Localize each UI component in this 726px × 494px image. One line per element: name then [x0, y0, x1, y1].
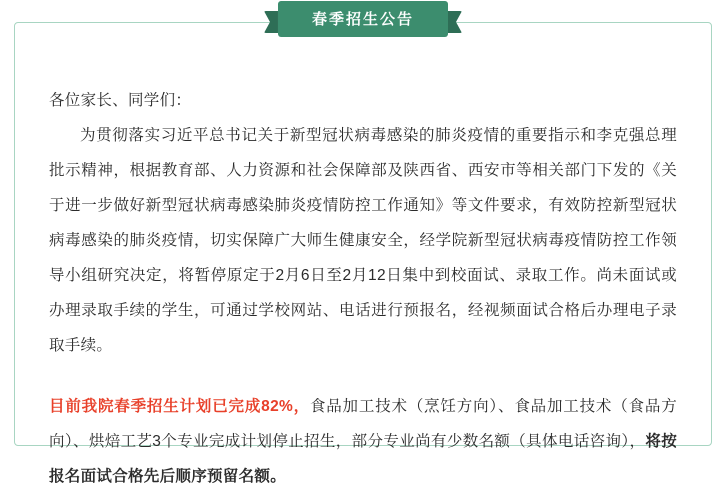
title-banner-body: [278, 1, 448, 37]
announcement-card: [14, 11, 712, 485]
highlight-paragraph: [49, 389, 677, 494]
ribbon-right-icon: [448, 11, 462, 33]
highlight-tail-text: 将按报名面试合格先后顺序预留名额。: [49, 433, 677, 485]
highlight-lead-text: 目前我院春季招生计划已完成82%，: [49, 398, 310, 415]
announcement-title-banner: [15, 1, 711, 43]
ribbon-left-icon: [264, 11, 278, 33]
body-paragraph: 为贯彻落实习近平总书记关于新型冠状病毒感染的肺炎疫情的重要指示和李克强总理批示精神，根据教育部、人力资源和社会保障部及陕西省、西安市等相关部门下发的《关于进一步做好新型冠状病毒感染肺炎疫情防控工作通知》等文件要求，有效防控新型冠状病毒感染的肺炎疫情，切实保障广大师生健康安全，经学院新型冠状病毒疫情防控工作领导小组研究决定，将暂停原定于2月6日至2月12日集中到校面试、录取工作。尚未面试或办理录取手续的学生，可通过学校网站、电话进行预报名，经视频面试合格后办理电子录取手续。: [49, 127, 677, 354]
announcement-title-text: 春季招生公告: [311, 11, 414, 28]
highlight-middle-text: 食品加工技术（烹饪方向）、食品加工技术（食品方向）、烘焙工艺3个专业完成计划停止招生，部分专业尚有少数名额（具体电话咨询），: [49, 398, 678, 450]
salutation-text: 各位家长、同学们：: [49, 92, 192, 109]
announcement-body: [15, 57, 711, 494]
